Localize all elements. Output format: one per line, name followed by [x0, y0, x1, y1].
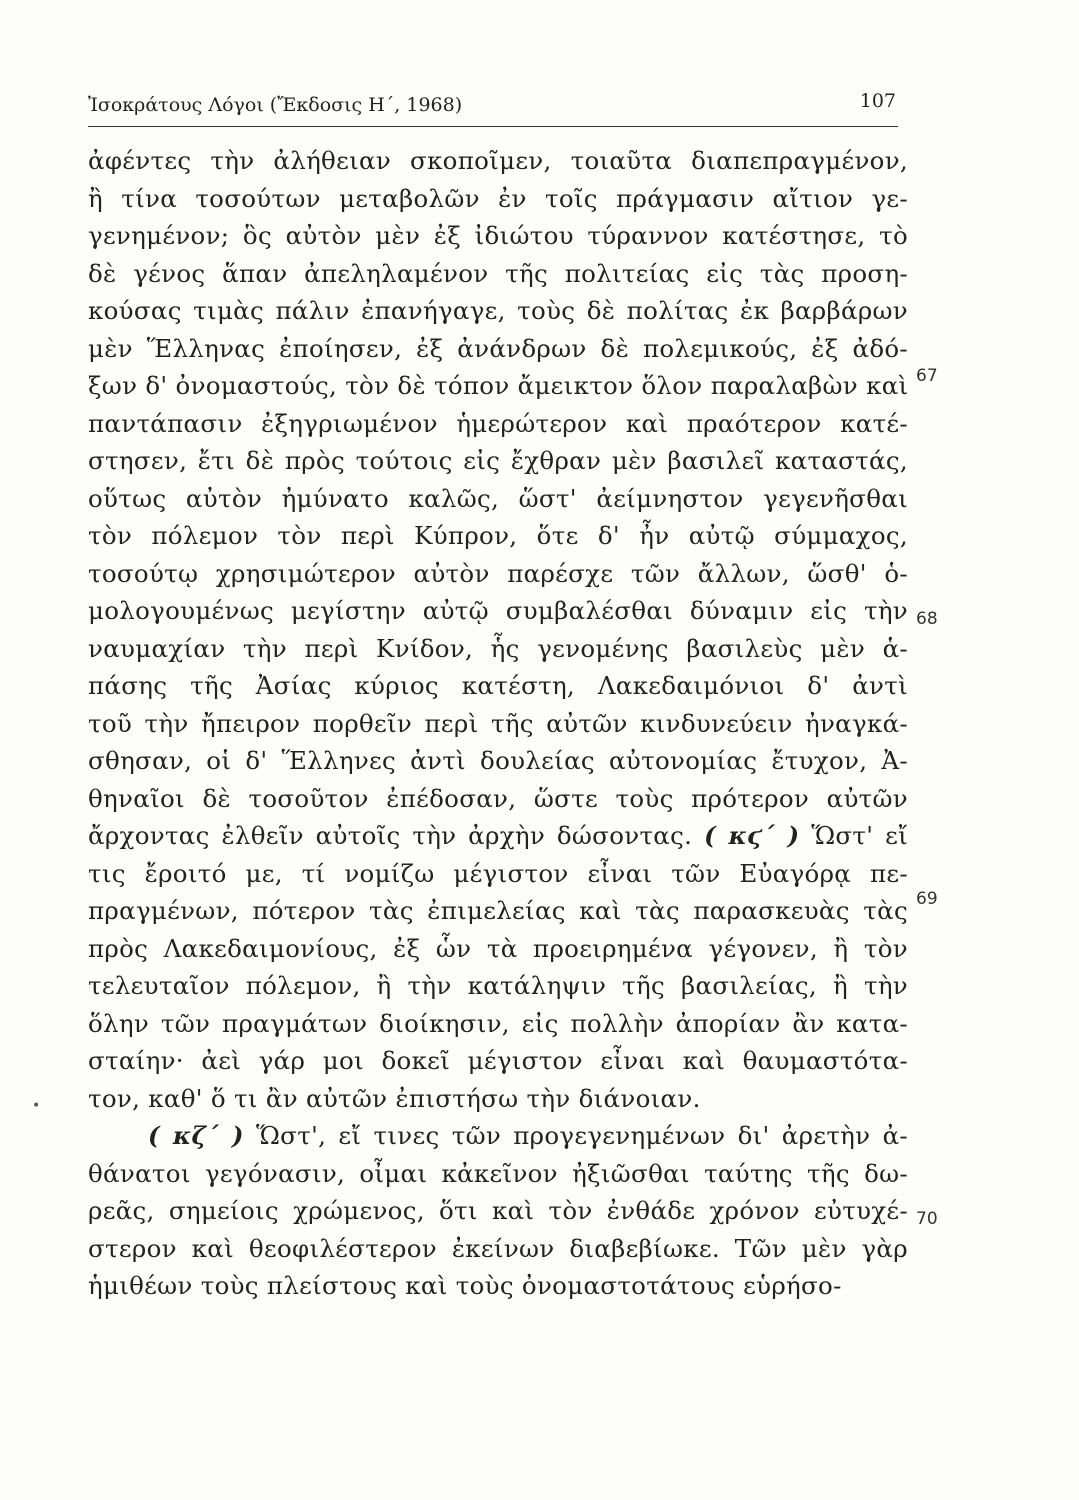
text-line: τις ἔροιτό με, τί νομίζω μέγιστον εἶναι τῶν Εὐαγόρᾳ πε-: [88, 858, 908, 888]
text-line: ἡμιθέων τοὺς πλείστους καὶ τοὺς ὀνομαστοτάτους εὑρήσο-: [88, 1271, 842, 1300]
text-line: πραγμένων, πότερον τὰς ἐπιμελείας καὶ τὰς παρασκευὰς τὰς: [88, 896, 908, 925]
margin-number: 68: [916, 609, 938, 629]
running-header: [88, 90, 898, 127]
text-line: στησεν, ἔτι δὲ πρὸς τούτοις εἰς ἔχθραν μὲν βασιλεῖ καταστάς,: [88, 446, 908, 475]
text-line: πάσης τῆς Ἀσίας κύριος κατέστη, Λακεδαιμόνιοι δ' ἀντὶ: [88, 671, 908, 700]
text-line: θάνατοι γεγόνασιν, οἶμαι κἀκεῖνον ἠξιῶσθαι ταύτης τῆς δω-: [88, 1158, 908, 1188]
text-line: ἀφέντες τὴν ἀλήθειαν σκοποῖμεν, τοιαῦτα διαπεπραγμένον,: [88, 146, 908, 175]
line-text: Ὥστ', εἴ τινες τῶν προγεγενημένων δι' ἀρετὴν ἀ-: [255, 1121, 909, 1150]
text-line: τὸν πόλεμον τὸν περὶ Κύπρον, ὅτε δ' ἦν αὐτῷ σύμμαχος,: [88, 521, 908, 550]
text-line: μολογουμένως μεγίστην αὐτῷ συμβαλέσθαι δύναμιν εἰς τὴν: [88, 596, 908, 625]
margin-number: 67: [916, 366, 938, 386]
text-line: τοῦ τὴν ἤπειρον πορθεῖν περὶ τῆς αὐτῶν κινδυνεύειν ἠναγκά-: [88, 708, 908, 738]
text-line: ὅλην τῶν πραγμάτων διοίκησιν, εἰς πολλὴν ἀπορίαν ἂν κατα-: [88, 1008, 908, 1038]
text-line: μὲν Ἕλληνας ἐποίησεν, ἐξ ἀνάνδρων δὲ πολεμικούς, ἐξ ἀδό-: [88, 333, 908, 363]
text-line-section-kst: [88, 817, 908, 855]
line-text: ἄρχοντας ἐλθεῖν αὐτοῖς τὴν ἀρχὴν δώσοντας.: [88, 821, 693, 850]
text-line: κούσας τιμὰς πάλιν ἐπανήγαγε, τοὺς δὲ πολίτας ἐκ βαρβάρων: [88, 296, 908, 325]
text-line: ξων δ' ὀνομαστούς, τὸν δὲ τόπον ἄμεικτον ὅλον παραλαβὼν καὶ: [88, 371, 909, 400]
text-line: δὲ γένος ἅπαν ἀπεληλαμένον τῆς πολιτείας εἰς τὰς προση-: [88, 258, 908, 288]
text-line: τοσούτῳ χρησιμώτερον αὐτὸν παρέσχε τῶν ἄλλων, ὥσθ' ὁ-: [88, 558, 908, 588]
text-line: ἢ τίνα τοσούτων μεταβολῶν ἐν τοῖς πράγμασιν αἴτιον γε-: [88, 183, 908, 213]
line-text-tail: Ὥστ' εἴ: [811, 821, 909, 850]
text-line: γενημένον; ὃς αὐτὸν μὲν ἐξ ἰδιώτου τύραννον κατέστησε, τὸ: [88, 221, 908, 250]
text-line: ρεᾶς, σημείοις χρώμενος, ὅτι καὶ τὸν ἐνθάδε χρόνον εὐτυχέ-: [88, 1196, 908, 1225]
section-marker-kz: ( κζ΄ ): [148, 1121, 244, 1150]
text-line: τελευταῖον πόλεμον, ἢ τὴν κατάληψιν τῆς βασιλείας, ἢ τὴν: [88, 971, 908, 1000]
margin-number: 69: [916, 889, 938, 909]
text-line-section-kz: [88, 1117, 908, 1155]
body-text: [88, 142, 908, 1305]
text-line: τον, καθ' ὅ τι ἂν αὐτῶν ἐπιστήσω τὴν διάνοιαν.: [88, 1083, 701, 1113]
text-line: σθησαν, οἱ δ' Ἕλληνες ἀντὶ δουλείας αὐτονομίας ἔτυχον, Ἀ-: [88, 746, 908, 775]
text-line: θηναῖοι δὲ τοσοῦτον ἐπέδοσαν, ὥστε τοὺς πρότερον αὐτῶν: [88, 783, 908, 813]
page-number: 107: [859, 90, 896, 112]
section-marker-kst: ( κϛ΄ ): [704, 821, 800, 850]
margin-number: 70: [916, 1209, 938, 1229]
margin-dot: •: [32, 1098, 41, 1114]
text-line: ναυμαχίαν τὴν περὶ Κνίδον, ἧς γενομένης βασιλεὺς μὲν ἁ-: [88, 633, 908, 663]
text-line: οὕτως αὐτὸν ἠμύνατο καλῶς, ὥστ' ἀείμνηστον γεγενῆσθαι: [88, 483, 908, 513]
header-title: Ἰσοκράτους Λόγοι (Ἔκδοσις Η΄, 1968): [88, 94, 463, 116]
text-line: στερον καὶ θεοφιλέστερον ἐκείνων διαβεβίωκε. Τῶν μὲν γὰρ: [88, 1233, 908, 1263]
text-line: παντάπασιν ἐξηγριωμένον ἡμερώτερον καὶ πραότερον κατέ-: [88, 408, 908, 438]
text-line: πρὸς Λακεδαιμονίους, ἐξ ὧν τὰ προειρημένα γέγονεν, ἢ τὸν: [88, 933, 908, 963]
text-line: σταίην· ἀεὶ γάρ μοι δοκεῖ μέγιστον εἶναι καὶ θαυμαστότα-: [88, 1046, 908, 1075]
